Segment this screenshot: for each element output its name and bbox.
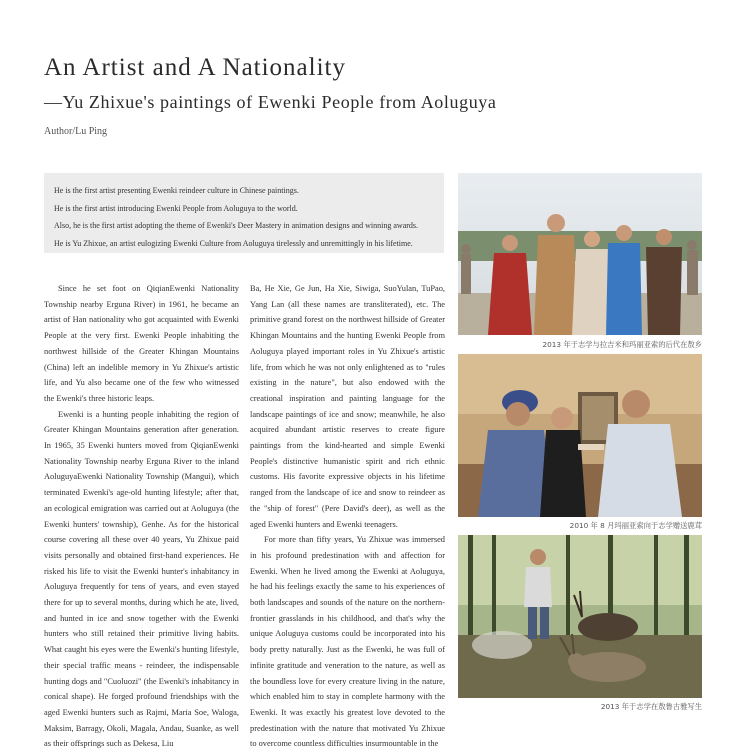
body-paragraph: Since he set foot on QiqianEwenki Nationality Township nearby Erguna River) in 1961, he became an artist of Han nationality who got acquainted with Ewenki People at the very first. Ewenki People inhabiting the northwest hillside of the Greater Khingan Mountains (China) left an indelible memory in Yu Zhixue's artistic life, and Yu also became one of the few who witnessed the Ewenki's three historic leaps.	[44, 284, 239, 403]
photo-indoor-gift-image	[458, 354, 702, 517]
body-column-left	[44, 281, 239, 752]
photo-group-portrait-image	[458, 173, 702, 335]
highlight-line: He is the first artist introducing Ewenki People from Aoluguya to the world.	[54, 203, 298, 213]
body-paragraph: Ewenki is a hunting people inhabiting the region of Greater Khingan Mountains generation after generation. In 1965, 35 Ewenki hunters moved from QiqianEwenki Nationality Township nearby Erguna River to the inland AoluguyaEwenki Nationality Township (Mangui), which terminated Ewenki's age-old hunting lifestyle; after that, an ecological emigration was carried out at Aoluguya (the Ewenki hunters' township), Genhe. As for the historical course covering all these over 40 years, Yu Zhixue paid visits personally and obtained first-hand experiences. He risked his life to visit the Ewenki hunter's inhabitancy in Aoluguya frequently for tens of years, and even stayed there for up to several months, during which he ate, lived, and hunted in ice and snow together with the Ewenki hunters who still retained their primitive living habits. What caught his eyes were the Ewenki's hunting lifestyle, their special traffic means - reindeer, the indispensable hunting dogs and "Cuoluozi" (the Ewenki's inhabitancy in conical shape). He forged profound friendships with the aged Ewenki hunters such as Rajmi, Maria Soe, Waloga, Maksim, Barragy, Okoli, Magala, Andau, Suanke, as well as their offsprings such as Dekesa, Liu	[44, 409, 239, 749]
highlight-line: He is Yu Zhixue, an artist eulogizing Ewenki Culture from Aoluguya tirelessly and unremittingly in his lifetime.	[54, 238, 413, 248]
body-column-middle	[250, 281, 445, 752]
photo-indoor-gift	[458, 354, 702, 517]
photo-forest-reindeer	[458, 535, 702, 698]
article-subtitle: —Yu Zhixue's paintings of Ewenki People from Aoluguya	[44, 92, 497, 112]
body-paragraph: For more than fifty years, Yu Zhixue was immersed in his profound predestination with and affection for Ewenki. When he lived among the Ewenki at Aoluguya, he had his feelings exactly the same to his experiences of both landscapes and sounds of the nature on the northern-frontier grasslands in his childhood, and that's why the unique Aoluguya customs could be incorporated into his body pretty naturally. Just as the Ewenki, he was full of infinite gratitude and veneration to the nature, as well as the boundless love for every creature living in the nature, which enabled him to stay in complete harmony with the Ewenki. It was exactly his greatest love devoted to the predestination with the nature that motivated Yu Zhixue to overcome countless difficulties insurmountable in the	[250, 535, 445, 749]
author-byline: Author/Lu Ping	[44, 126, 108, 137]
photo-forest-reindeer-image	[458, 535, 702, 698]
photo-group-portrait	[458, 173, 702, 335]
photo-caption: 2010 年 8 月玛丽亚索向于志学赠送鹿茸	[569, 521, 702, 530]
highlight-line: Also, he is the first artist adopting the theme of Ewenki's Deer Mastery in animation designs and winning awards.	[54, 221, 419, 230]
body-paragraph: Ba, He Xie, Ge Jun, Ha Xie, Siwiga, SuoYulan, TuPao, Yang Lan (all these names are transliterated), etc. The primitive grand forest on the northwest hillside of Greater Khingan Mountains and the hunting Ewenki People from Aoluguya played important roles in Yu Zhixue's artistic life, from which he was not only enlightened as to "rules existing in the nature", but also endowed with the creational inspiration and painting language for the landscape paintings of ice and snow; meanwhile, he also acquired abundant artistic reserves to create figure paintings from the kind-hearted and simple Ewenki People's distinctive humanistic spirit and rich ethnic customs. His favorite expressive objects in his lifetime ranged from the landscape of ice and snow to reindeer as the "ship of forest" (Pere David's deer), as well as the aged Ewenki hunters and Ewenki teenagers.	[250, 284, 445, 529]
photo-caption: 2013 年于志学在敖鲁古雅写生	[600, 702, 702, 711]
photo-caption: 2013 年于志学与拉吉米和玛丽亚索的后代在敖乡	[542, 340, 702, 349]
highlight-box	[44, 173, 444, 253]
article-title: An Artist and A Nationality	[44, 54, 346, 81]
highlight-line: He is the first artist presenting Ewenki reindeer culture in Chinese paintings.	[54, 186, 299, 195]
